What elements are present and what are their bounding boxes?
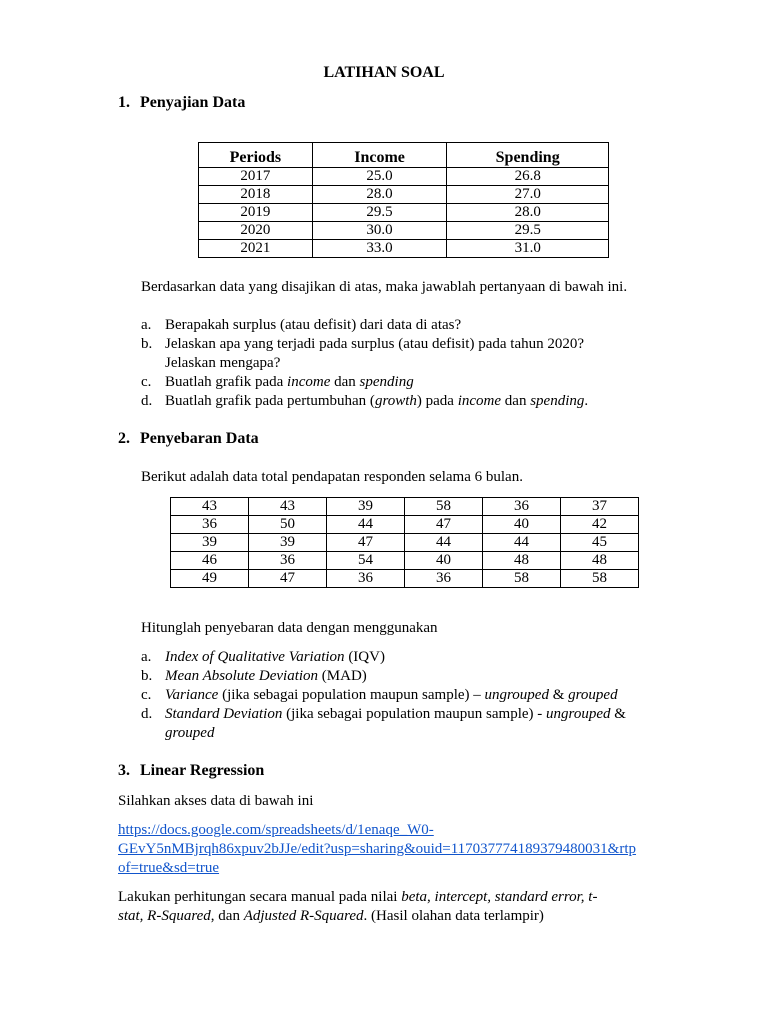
table-row (171, 570, 639, 588)
task-text: , (427, 889, 435, 905)
item-label: d. (141, 706, 153, 722)
section-2-prompt: Hitunglah penyebaran data dengan menggunakan (141, 620, 438, 636)
data-cell: 39 (327, 498, 405, 516)
cell-period: 2020 (199, 222, 313, 240)
item-text-cont: Jelaskan mengapa? (165, 355, 281, 371)
section-1-title: Penyajian Data (140, 94, 246, 111)
data-cell: 36 (249, 552, 327, 570)
item-italic: spending (530, 393, 585, 409)
data-cell: 42 (561, 516, 639, 534)
cell-period: 2018 (199, 186, 313, 204)
item-text: ) pada (416, 393, 458, 409)
data-cell: 50 (249, 516, 327, 534)
section-2-heading (118, 430, 259, 448)
data-cell: 44 (405, 534, 483, 552)
task-text: Lakukan perhitungan secara manual pada nilai (118, 889, 402, 905)
item-label: b. (141, 668, 153, 684)
data-cell: 36 (405, 570, 483, 588)
task-italic: intercept, standard error, t- (434, 889, 598, 905)
item-italic: ungrouped (546, 706, 611, 722)
cell-income: 28.0 (312, 186, 447, 204)
table-row (199, 168, 609, 186)
page-title: LATIHAN SOAL (323, 64, 445, 81)
data-cell: 43 (249, 498, 327, 516)
header-income: Income (312, 143, 447, 168)
link-line[interactable]: of=true&sd=true (118, 860, 220, 876)
item-italic: income (287, 374, 331, 390)
cell-period: 2019 (199, 204, 313, 222)
data-cell: 40 (483, 516, 561, 534)
data-cell: 36 (171, 516, 249, 534)
item-label: c. (141, 374, 152, 390)
table-row (171, 498, 639, 516)
data-cell: 58 (483, 570, 561, 588)
item-italic: income (457, 393, 502, 409)
table-row (199, 186, 609, 204)
data-cell: 39 (171, 534, 249, 552)
table-row (199, 204, 609, 222)
data-cell: 44 (327, 516, 405, 534)
section-2-intro: Berikut adalah data total pendapatan responden selama 6 bulan. (141, 469, 523, 485)
income-data-table (170, 497, 639, 588)
data-cell: 39 (249, 534, 327, 552)
item-text: (jika sebagai population maupun sample) – (218, 687, 485, 703)
item-text: (IQV) (344, 649, 385, 665)
cell-period: 2017 (199, 168, 313, 186)
item-label: a. (141, 317, 152, 333)
data-cell: 45 (561, 534, 639, 552)
data-cell: 40 (405, 552, 483, 570)
table-row (171, 534, 639, 552)
item-label: b. (141, 336, 153, 352)
data-cell: 36 (483, 498, 561, 516)
cell-income: 33.0 (312, 240, 447, 258)
item-italic: Mean Absolute Deviation (165, 668, 319, 684)
list-item (141, 686, 701, 705)
header-spending: Spending (447, 143, 609, 168)
task-italic: stat, R-Squared (118, 908, 211, 924)
item-italic: growth (374, 393, 417, 409)
item-label: d. (141, 393, 153, 409)
item-text: (MAD) (318, 668, 367, 684)
item-italic: Standard Deviation (165, 706, 283, 722)
data-cell: 37 (561, 498, 639, 516)
item-text: dan (330, 374, 360, 390)
item-text: Berapakah surplus (atau defisit) dari data di atas? (165, 317, 462, 333)
list-item (141, 316, 661, 335)
data-cell: 44 (483, 534, 561, 552)
task-italic: Adjusted R-Squared (243, 908, 364, 924)
section-3-title: Linear Regression (140, 762, 265, 779)
header-periods: Periods (199, 143, 313, 168)
data-cell: 47 (249, 570, 327, 588)
cell-income: 30.0 (312, 222, 447, 240)
data-cell: 47 (405, 516, 483, 534)
cell-income: 29.5 (312, 204, 447, 222)
section-1-intro: Berdasarkan data yang disajikan di atas, maka jawablah pertanyaan di bawah ini. (141, 279, 628, 295)
item-text: dan (501, 393, 531, 409)
item-label: a. (141, 649, 152, 665)
table-row (199, 240, 609, 258)
data-cell: 48 (483, 552, 561, 570)
link-line[interactable]: https://docs.google.com/spreadsheets/d/1enaqe_W0- (118, 822, 434, 838)
table-row (171, 552, 639, 570)
section-1-number: 1. (118, 94, 130, 111)
cell-spending: 27.0 (447, 186, 609, 204)
item-label: c. (141, 687, 152, 703)
item-italic: grouped (568, 687, 618, 703)
cell-spending: 26.8 (447, 168, 609, 186)
section-1-questions (141, 316, 661, 411)
item-text: (jika sebagai population maupun sample) - (282, 706, 547, 722)
data-cell: 58 (405, 498, 483, 516)
data-cell: 46 (171, 552, 249, 570)
section-3-heading (118, 762, 264, 780)
cell-spending: 28.0 (447, 204, 609, 222)
table-row (171, 516, 639, 534)
item-italic: Index of Qualitative Variation (165, 649, 345, 665)
cell-spending: 31.0 (447, 240, 609, 258)
section-3-number: 3. (118, 762, 130, 779)
task-text: . (Hasil olahan data terlampir) (363, 908, 544, 924)
list-item (141, 392, 661, 411)
section-2-title: Penyebaran Data (140, 430, 259, 447)
item-italic: spending (359, 374, 414, 390)
data-cell: 43 (171, 498, 249, 516)
section-3-intro: Silahkan akses data di bawah ini (118, 793, 314, 809)
data-cell: 47 (327, 534, 405, 552)
data-cell: 58 (561, 570, 639, 588)
list-item (141, 705, 701, 743)
item-italic: ungrouped (484, 687, 549, 703)
list-item (141, 648, 701, 667)
table-row (199, 222, 609, 240)
cell-spending: 29.5 (447, 222, 609, 240)
list-item (141, 667, 701, 686)
cell-income: 25.0 (312, 168, 447, 186)
item-italic: Variance (165, 687, 219, 703)
item-text: Buatlah grafik pada pertumbuhan ( (165, 393, 375, 409)
income-spending-table (198, 142, 609, 258)
link-line[interactable]: GEvY5nMBjrqh86xpuv2bJJe/edit?usp=sharing&ouid=117037774189379480031&rtp (118, 841, 637, 857)
data-cell: 49 (171, 570, 249, 588)
cell-period: 2021 (199, 240, 313, 258)
item-italic: grouped (165, 725, 215, 741)
item-text: & (610, 706, 626, 722)
data-cell: 48 (561, 552, 639, 570)
item-text: Buatlah grafik pada (165, 374, 288, 390)
list-item (141, 335, 661, 373)
section-2-number: 2. (118, 430, 130, 447)
list-item (141, 373, 661, 392)
task-italic: beta (401, 889, 428, 905)
item-text: . (584, 393, 589, 409)
section-3-task (118, 888, 678, 926)
data-cell: 36 (327, 570, 405, 588)
spreadsheet-link[interactable] (118, 821, 698, 878)
item-text: & (548, 687, 569, 703)
item-text: Jelaskan apa yang terjadi pada surplus (atau defisit) pada tahun 2020? (165, 336, 585, 352)
task-text: , dan (210, 908, 244, 924)
section-1-heading (118, 94, 245, 112)
data-cell: 54 (327, 552, 405, 570)
section-2-items (141, 648, 701, 743)
